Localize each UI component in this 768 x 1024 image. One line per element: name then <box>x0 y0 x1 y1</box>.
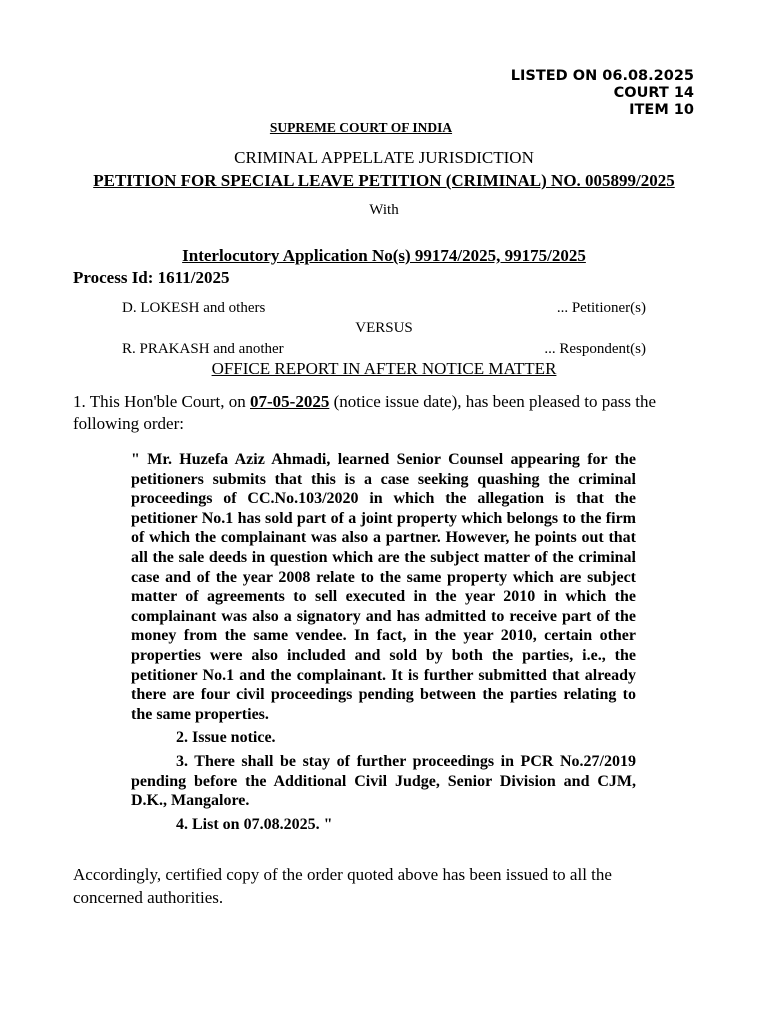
notice-issue-date: 07-05-2025 <box>250 392 330 411</box>
process-id: Process Id: 1611/2025 <box>73 268 230 287</box>
quoted-order <box>131 450 636 838</box>
respondent-role: ... Respondent(s) <box>544 341 646 357</box>
jurisdiction-heading: CRIMINAL APPELLATE JURISDICTION <box>234 148 534 167</box>
versus-text: VERSUS <box>355 320 413 336</box>
listing-details <box>511 68 694 119</box>
listed-on-date: LISTED ON 06.08.2025 <box>510 68 694 84</box>
court-number: COURT 14 <box>613 85 694 101</box>
petitioner-name: D. LOKESH and others <box>122 300 266 316</box>
petitioner-role: ... Petitioner(s) <box>556 300 646 316</box>
item-number: ITEM 10 <box>629 102 694 118</box>
respondent-name: R. PRAKASH and another <box>122 341 284 357</box>
order-item-4: 4. List on 07.08.2025. " <box>176 815 333 833</box>
report-title: OFFICE REPORT IN AFTER NOTICE MATTER <box>211 359 557 378</box>
with-text: With <box>369 202 399 218</box>
order-item-2: 2. Issue notice. <box>176 729 276 747</box>
respondent-row <box>122 341 646 358</box>
closing-paragraph: Accordingly, certified copy of the order quoted above has been issued to all the concerned authorities. <box>73 865 612 907</box>
intro-prefix: 1. This Hon'ble Court, on <box>73 392 250 411</box>
order-main-paragraph: " Mr. Huzefa Aziz Ahmadi, learned Senior Counsel appearing for the petitioners submits that this is a case seeking quashing the criminal proceedings of CC.No.103/2020 in which the allegation is that the petitioner No.1 has sold part of a joint property which belongs to the firm of which the complainant was also a partner. However, he points out that all the sale deeds in question which are the subject matter of the criminal case and of the year 2008 relate to the same property which are subject matter of agreements to sell executed in the year 2010 in which the complainant was also a signatory and has admitted to receive part of the money from the same vendee. In fact, in the year 2010, certain other properties were also included and sold by both the parties, i.e., the petitioner No.1 and the complainant. It is further submitted that already there are four civil proceedings pending between the parties relating to the same properties. <box>131 451 636 723</box>
petition-title: PETITION FOR SPECIAL LEAVE PETITION (CRIMINAL) NO. 005899/2025 <box>93 171 675 190</box>
order-item-3: 3. There shall be stay of further proceedings in PCR No.27/2019 pending before the Additional Civil Judge, Senior Division and CJM, D.K., Mangalore. <box>131 752 636 810</box>
petitioner-row <box>122 300 646 317</box>
order-intro-paragraph <box>73 391 695 435</box>
interlocutory-application-title: Interlocutory Application No(s) 99174/2025, 99175/2025 <box>182 246 586 265</box>
intro-suffix: (notice issue date), has been pleased to pass the following order: <box>73 392 656 433</box>
court-name: SUPREME COURT OF INDIA <box>269 120 453 135</box>
